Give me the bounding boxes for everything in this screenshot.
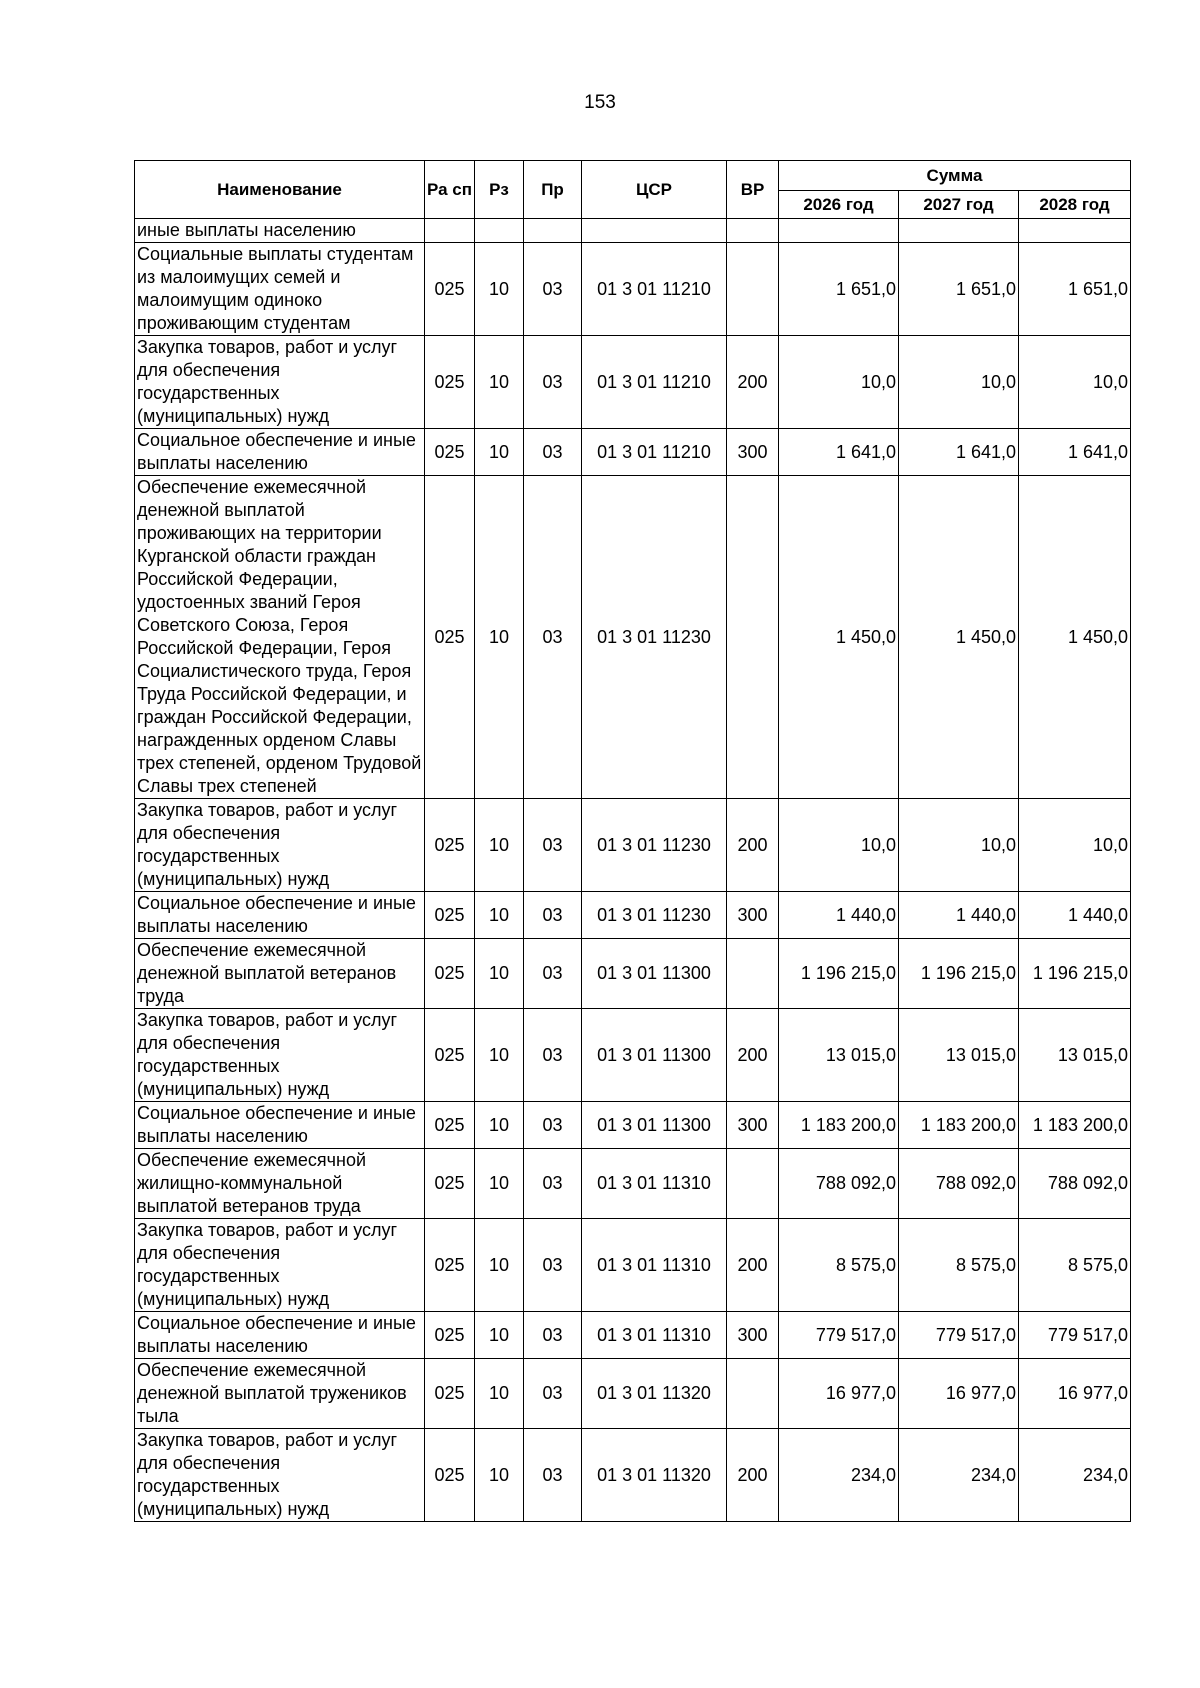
- cell-sum-2026: 10,0: [779, 799, 899, 892]
- cell-rasp: 025: [425, 1102, 475, 1149]
- cell-sum-2028: 1 440,0: [1019, 892, 1131, 939]
- cell-pr: 03: [524, 939, 582, 1009]
- cell-name: Социальное обеспечение и иные выплаты населению: [135, 1312, 425, 1359]
- cell-sum-2026: 1 196 215,0: [779, 939, 899, 1009]
- cell-name: Обеспечение ежемесячной денежной выплатой проживающих на территории Курганской области граждан Российской Федерации, удостоенных званий Героя Советского Союза, Героя Российской Федерации, Героя Социалистического труда, Героя Труда Российской Федерации, и граждан Российской Федерации, награжденных орденом Славы трех степеней, орденом Трудовой Славы трех степеней: [135, 476, 425, 799]
- cell-vr: 300: [727, 429, 779, 476]
- cell-csr: 01 3 01 11320: [582, 1359, 727, 1429]
- cell-rasp: 025: [425, 799, 475, 892]
- cell-sum-2027: 1 196 215,0: [899, 939, 1019, 1009]
- cell-csr: 01 3 01 11300: [582, 1009, 727, 1102]
- cell-sum-2027: 10,0: [899, 799, 1019, 892]
- cell-sum-2026: 779 517,0: [779, 1312, 899, 1359]
- table-row: [135, 243, 1131, 336]
- cell-rz: 10: [475, 1312, 524, 1359]
- cell-name: Обеспечение ежемесячной жилищно-коммунальной выплатой ветеранов труда: [135, 1149, 425, 1219]
- header-2027: 2027 год: [899, 191, 1019, 219]
- cell-sum-2027: 1 183 200,0: [899, 1102, 1019, 1149]
- cell-vr: [727, 476, 779, 799]
- cell-sum-2026: 1 183 200,0: [779, 1102, 899, 1149]
- cell-sum-2026: 1 440,0: [779, 892, 899, 939]
- table-row: [135, 1102, 1131, 1149]
- cell-pr: 03: [524, 1219, 582, 1312]
- header-name: Наименование: [135, 161, 425, 219]
- header-2028: 2028 год: [1019, 191, 1131, 219]
- table-row: [135, 429, 1131, 476]
- cell-rasp: 025: [425, 243, 475, 336]
- cell-sum-2028: 1 450,0: [1019, 476, 1131, 799]
- cell-csr: 01 3 01 11210: [582, 243, 727, 336]
- cell-vr: 300: [727, 1312, 779, 1359]
- cell-pr: 03: [524, 476, 582, 799]
- cell-csr: [582, 219, 727, 243]
- cell-rz: 10: [475, 1359, 524, 1429]
- header-sum: Сумма: [779, 161, 1131, 191]
- cell-rz: 10: [475, 1102, 524, 1149]
- cell-vr: [727, 243, 779, 336]
- cell-sum-2026: 1 641,0: [779, 429, 899, 476]
- cell-name: Обеспечение ежемесячной денежной выплатой тружеников тыла: [135, 1359, 425, 1429]
- cell-csr: 01 3 01 11310: [582, 1149, 727, 1219]
- cell-vr: 200: [727, 799, 779, 892]
- cell-rz: 10: [475, 1149, 524, 1219]
- cell-rz: 10: [475, 799, 524, 892]
- cell-name: Социальное обеспечение и иные выплаты населению: [135, 1102, 425, 1149]
- cell-csr: 01 3 01 11210: [582, 429, 727, 476]
- cell-sum-2026: 788 092,0: [779, 1149, 899, 1219]
- cell-rasp: 025: [425, 336, 475, 429]
- table-row: [135, 939, 1131, 1009]
- cell-pr: 03: [524, 892, 582, 939]
- cell-vr: [727, 1359, 779, 1429]
- cell-name: Закупка товаров, работ и услуг для обеспечения государственных (муниципальных) нужд: [135, 1009, 425, 1102]
- cell-csr: 01 3 01 11310: [582, 1219, 727, 1312]
- cell-csr: 01 3 01 11210: [582, 336, 727, 429]
- table-row: [135, 1009, 1131, 1102]
- cell-csr: 01 3 01 11300: [582, 1102, 727, 1149]
- cell-pr: 03: [524, 1149, 582, 1219]
- cell-sum-2026: [779, 219, 899, 243]
- cell-sum-2027: 16 977,0: [899, 1359, 1019, 1429]
- cell-sum-2028: 1 183 200,0: [1019, 1102, 1131, 1149]
- budget-table: [134, 160, 1131, 1522]
- cell-pr: 03: [524, 1009, 582, 1102]
- header-pr: Пр: [524, 161, 582, 219]
- table-row: [135, 1149, 1131, 1219]
- cell-sum-2026: 234,0: [779, 1429, 899, 1522]
- table-row: [135, 476, 1131, 799]
- cell-vr: [727, 1149, 779, 1219]
- cell-vr: 300: [727, 1102, 779, 1149]
- cell-rz: 10: [475, 939, 524, 1009]
- cell-name: Закупка товаров, работ и услуг для обеспечения государственных (муниципальных) нужд: [135, 336, 425, 429]
- cell-sum-2028: 788 092,0: [1019, 1149, 1131, 1219]
- cell-csr: 01 3 01 11300: [582, 939, 727, 1009]
- table-row: [135, 1359, 1131, 1429]
- cell-sum-2028: 16 977,0: [1019, 1359, 1131, 1429]
- table-row: [135, 1429, 1131, 1522]
- cell-vr: [727, 939, 779, 1009]
- cell-pr: 03: [524, 1312, 582, 1359]
- table-header: [135, 161, 1131, 219]
- table-row: [135, 799, 1131, 892]
- cell-sum-2027: 779 517,0: [899, 1312, 1019, 1359]
- cell-vr: [727, 219, 779, 243]
- cell-sum-2028: 13 015,0: [1019, 1009, 1131, 1102]
- page-number: 153: [584, 92, 616, 113]
- cell-csr: 01 3 01 11320: [582, 1429, 727, 1522]
- table-row: [135, 1219, 1131, 1312]
- cell-name: Обеспечение ежемесячной денежной выплатой ветеранов труда: [135, 939, 425, 1009]
- cell-sum-2028: 1 651,0: [1019, 243, 1131, 336]
- cell-sum-2027: 1 440,0: [899, 892, 1019, 939]
- cell-sum-2027: 8 575,0: [899, 1219, 1019, 1312]
- cell-vr: 200: [727, 1429, 779, 1522]
- cell-sum-2028: 1 196 215,0: [1019, 939, 1131, 1009]
- cell-pr: 03: [524, 429, 582, 476]
- cell-name: Закупка товаров, работ и услуг для обеспечения государственных (муниципальных) нужд: [135, 799, 425, 892]
- cell-rasp: 025: [425, 1312, 475, 1359]
- cell-rz: 10: [475, 1009, 524, 1102]
- cell-csr: 01 3 01 11230: [582, 799, 727, 892]
- header-2026: 2026 год: [779, 191, 899, 219]
- cell-pr: 03: [524, 243, 582, 336]
- cell-name: Социальные выплаты студентам из малоимущих семей и малоимущим одиноко проживающим студентам: [135, 243, 425, 336]
- cell-sum-2026: 1 450,0: [779, 476, 899, 799]
- cell-pr: 03: [524, 1429, 582, 1522]
- cell-rz: 10: [475, 243, 524, 336]
- header-csr: ЦСР: [582, 161, 727, 219]
- cell-sum-2027: 10,0: [899, 336, 1019, 429]
- cell-rasp: 025: [425, 1359, 475, 1429]
- cell-csr: 01 3 01 11310: [582, 1312, 727, 1359]
- cell-pr: 03: [524, 336, 582, 429]
- cell-sum-2028: 1 641,0: [1019, 429, 1131, 476]
- cell-sum-2028: 234,0: [1019, 1429, 1131, 1522]
- cell-vr: 200: [727, 336, 779, 429]
- cell-pr: [524, 219, 582, 243]
- cell-vr: 200: [727, 1009, 779, 1102]
- cell-rasp: 025: [425, 892, 475, 939]
- table-row: [135, 219, 1131, 243]
- cell-rasp: 025: [425, 1009, 475, 1102]
- cell-pr: 03: [524, 799, 582, 892]
- cell-sum-2027: 234,0: [899, 1429, 1019, 1522]
- cell-sum-2027: 1 651,0: [899, 243, 1019, 336]
- cell-sum-2026: 16 977,0: [779, 1359, 899, 1429]
- cell-name: иные выплаты населению: [135, 219, 425, 243]
- cell-rz: 10: [475, 336, 524, 429]
- cell-sum-2028: [1019, 219, 1131, 243]
- cell-rz: 10: [475, 476, 524, 799]
- cell-sum-2026: 10,0: [779, 336, 899, 429]
- cell-csr: 01 3 01 11230: [582, 892, 727, 939]
- cell-rasp: 025: [425, 1219, 475, 1312]
- cell-name: Социальное обеспечение и иные выплаты населению: [135, 429, 425, 476]
- cell-pr: 03: [524, 1359, 582, 1429]
- cell-sum-2028: 10,0: [1019, 336, 1131, 429]
- cell-rz: 10: [475, 429, 524, 476]
- cell-pr: 03: [524, 1102, 582, 1149]
- cell-sum-2027: 1 641,0: [899, 429, 1019, 476]
- table-row: [135, 1312, 1131, 1359]
- cell-sum-2027: [899, 219, 1019, 243]
- cell-sum-2028: 8 575,0: [1019, 1219, 1131, 1312]
- cell-sum-2027: 13 015,0: [899, 1009, 1019, 1102]
- cell-csr: 01 3 01 11230: [582, 476, 727, 799]
- header-rz: Рз: [475, 161, 524, 219]
- cell-rasp: 025: [425, 476, 475, 799]
- table-body: [135, 219, 1131, 1522]
- header-vr: ВР: [727, 161, 779, 219]
- cell-sum-2026: 1 651,0: [779, 243, 899, 336]
- cell-sum-2026: 8 575,0: [779, 1219, 899, 1312]
- cell-rz: 10: [475, 892, 524, 939]
- table-row: [135, 336, 1131, 429]
- cell-vr: 300: [727, 892, 779, 939]
- cell-vr: 200: [727, 1219, 779, 1312]
- cell-rasp: 025: [425, 1149, 475, 1219]
- cell-name: Закупка товаров, работ и услуг для обеспечения государственных (муниципальных) нужд: [135, 1219, 425, 1312]
- cell-rasp: 025: [425, 939, 475, 1009]
- cell-rasp: 025: [425, 1429, 475, 1522]
- table-row: [135, 892, 1131, 939]
- cell-name: Закупка товаров, работ и услуг для обеспечения государственных (муниципальных) нужд: [135, 1429, 425, 1522]
- header-rasp: Ра сп: [425, 161, 475, 219]
- cell-sum-2028: 779 517,0: [1019, 1312, 1131, 1359]
- cell-rasp: 025: [425, 429, 475, 476]
- cell-rz: 10: [475, 1219, 524, 1312]
- cell-rz: 10: [475, 1429, 524, 1522]
- cell-sum-2027: 1 450,0: [899, 476, 1019, 799]
- cell-sum-2027: 788 092,0: [899, 1149, 1019, 1219]
- cell-rz: [475, 219, 524, 243]
- cell-rasp: [425, 219, 475, 243]
- cell-name: Социальное обеспечение и иные выплаты населению: [135, 892, 425, 939]
- cell-sum-2028: 10,0: [1019, 799, 1131, 892]
- cell-sum-2026: 13 015,0: [779, 1009, 899, 1102]
